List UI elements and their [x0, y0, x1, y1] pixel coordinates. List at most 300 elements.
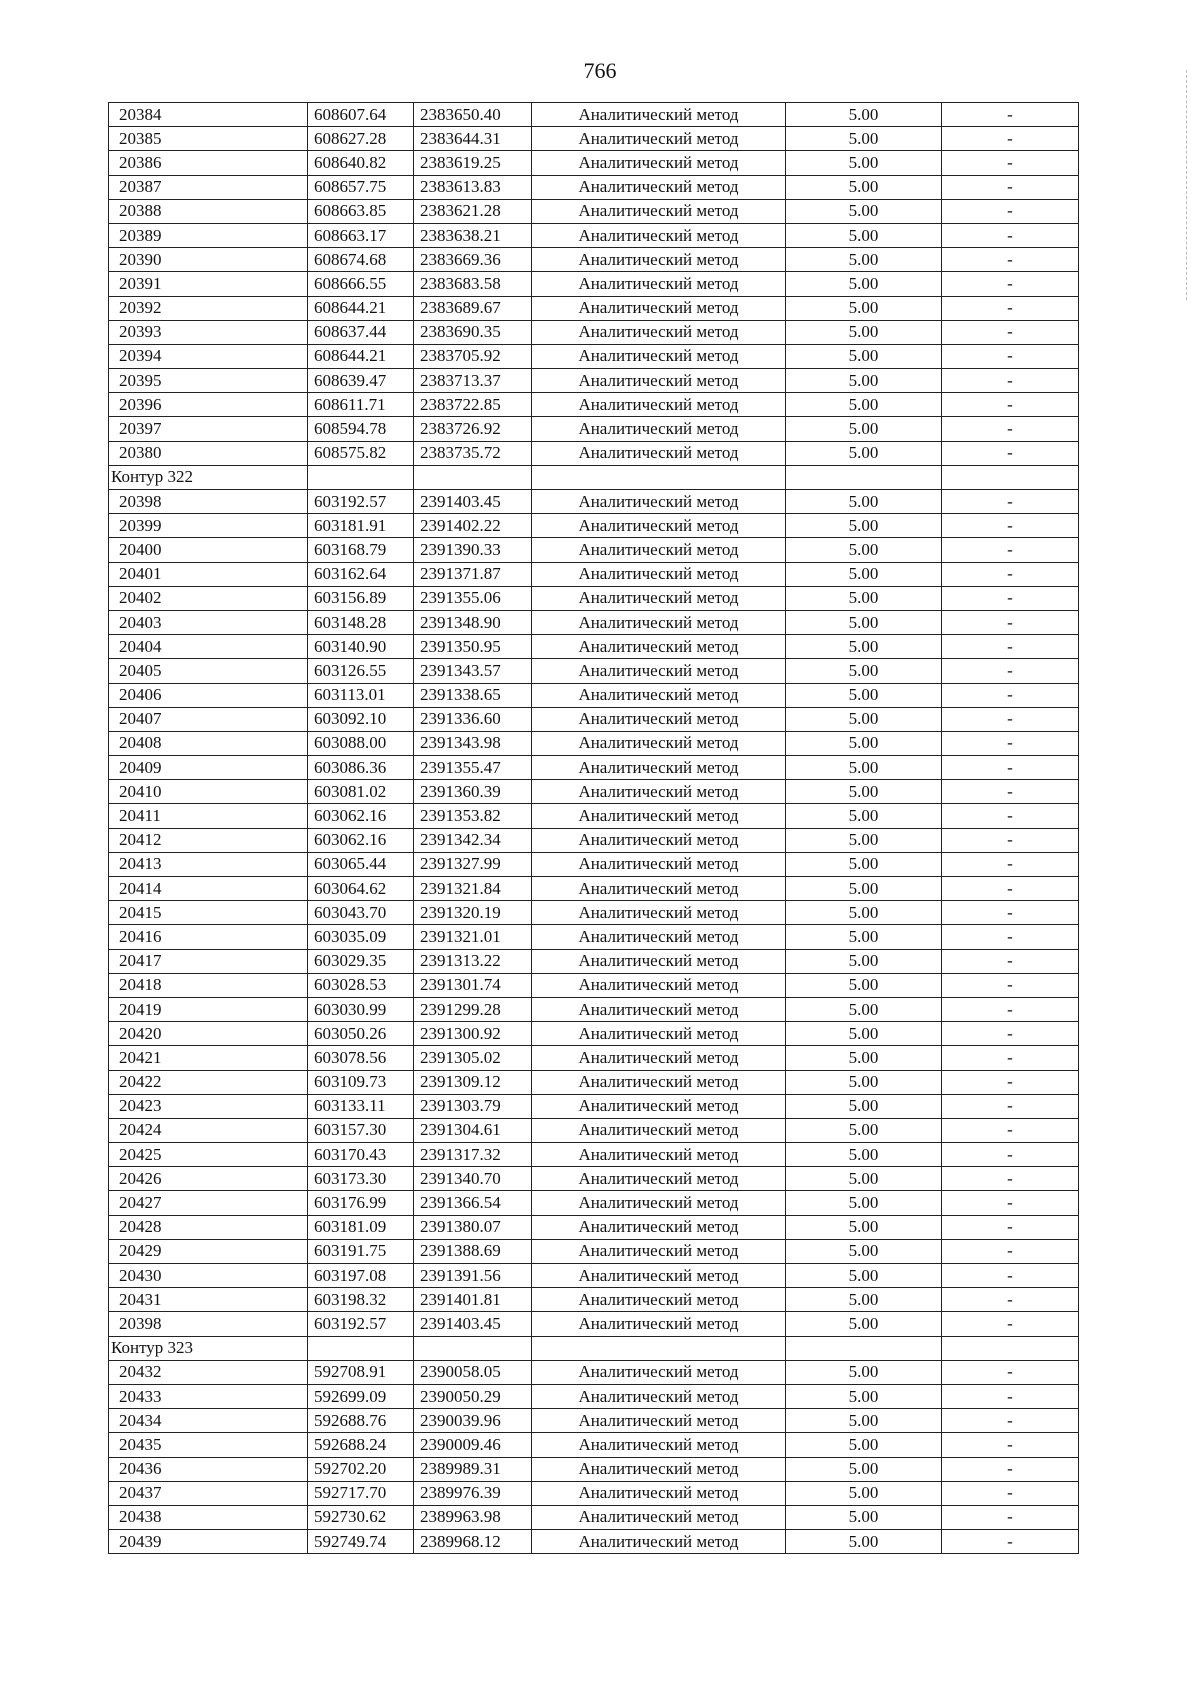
- point-id-cell: 20400: [109, 538, 308, 562]
- x-coordinate-cell: 603197.08: [308, 1264, 414, 1288]
- point-id-cell: 20437: [109, 1481, 308, 1505]
- x-coordinate-cell: 603028.53: [308, 973, 414, 997]
- method-cell: Аналитический метод: [532, 1264, 786, 1288]
- y-coordinate-cell: 2391380.07: [414, 1215, 532, 1239]
- note-cell: -: [942, 127, 1079, 151]
- y-coordinate-cell: 2390058.05: [414, 1360, 532, 1384]
- method-cell: Аналитический метод: [532, 1457, 786, 1481]
- point-id-cell: 20420: [109, 1022, 308, 1046]
- method-cell: Аналитический метод: [532, 1046, 786, 1070]
- note-cell: -: [942, 514, 1079, 538]
- x-coordinate-cell: 603050.26: [308, 1022, 414, 1046]
- method-cell: Аналитический метод: [532, 1384, 786, 1408]
- table-row: [109, 1118, 1079, 1142]
- y-coordinate-cell: 2383683.58: [414, 272, 532, 296]
- method-cell: Аналитический метод: [532, 780, 786, 804]
- y-coordinate-cell: 2391366.54: [414, 1191, 532, 1215]
- point-id-cell: 20387: [109, 175, 308, 199]
- point-id-cell: 20416: [109, 925, 308, 949]
- y-coordinate-cell: 2391317.32: [414, 1143, 532, 1167]
- error-cell: 5.00: [786, 635, 942, 659]
- error-cell: 5.00: [786, 1094, 942, 1118]
- table-row: [109, 272, 1079, 296]
- note-cell: -: [942, 1457, 1079, 1481]
- point-id-cell: 20401: [109, 562, 308, 586]
- table-row: [109, 973, 1079, 997]
- table-row: [109, 393, 1079, 417]
- method-cell: Аналитический метод: [532, 925, 786, 949]
- method-cell: Аналитический метод: [532, 538, 786, 562]
- note-cell: -: [942, 877, 1079, 901]
- x-coordinate-cell: 603176.99: [308, 1191, 414, 1215]
- error-cell: 5.00: [786, 441, 942, 465]
- table-row: [109, 1215, 1079, 1239]
- method-cell: Аналитический метод: [532, 659, 786, 683]
- method-cell: Аналитический метод: [532, 417, 786, 441]
- x-coordinate-cell: 603181.91: [308, 514, 414, 538]
- point-id-cell: 20403: [109, 610, 308, 634]
- x-coordinate-cell: 603081.02: [308, 780, 414, 804]
- error-cell: 5.00: [786, 828, 942, 852]
- method-cell: Аналитический метод: [532, 175, 786, 199]
- method-cell: Аналитический метод: [532, 949, 786, 973]
- error-cell: 5.00: [786, 320, 942, 344]
- error-cell: 5.00: [786, 223, 942, 247]
- y-coordinate-cell: 2391340.70: [414, 1167, 532, 1191]
- method-cell: Аналитический метод: [532, 1022, 786, 1046]
- error-cell: 5.00: [786, 1433, 942, 1457]
- x-coordinate-cell: 603181.09: [308, 1215, 414, 1239]
- y-coordinate-cell: 2391371.87: [414, 562, 532, 586]
- table-row: [109, 490, 1079, 514]
- point-id-cell: 20432: [109, 1360, 308, 1384]
- x-coordinate-cell: 603065.44: [308, 852, 414, 876]
- error-cell: 5.00: [786, 949, 942, 973]
- error-cell: 5.00: [786, 1046, 942, 1070]
- point-id-cell: 20426: [109, 1167, 308, 1191]
- error-cell: 5.00: [786, 344, 942, 368]
- note-cell: -: [942, 1384, 1079, 1408]
- table-row: [109, 441, 1079, 465]
- table-row: [109, 1457, 1079, 1481]
- y-coordinate-cell: 2383650.40: [414, 103, 532, 127]
- x-coordinate-cell: 603062.16: [308, 828, 414, 852]
- y-coordinate-cell: 2391390.33: [414, 538, 532, 562]
- table-row: [109, 925, 1079, 949]
- x-coordinate-cell: 608640.82: [308, 151, 414, 175]
- error-cell: 5.00: [786, 997, 942, 1021]
- note-cell: -: [942, 756, 1079, 780]
- table-row: [109, 901, 1079, 925]
- method-cell: Аналитический метод: [532, 514, 786, 538]
- point-id-cell: 20406: [109, 683, 308, 707]
- y-coordinate-cell: 2383705.92: [414, 344, 532, 368]
- y-coordinate-cell: 2383735.72: [414, 441, 532, 465]
- table-row: [109, 949, 1079, 973]
- x-coordinate-cell: 603198.32: [308, 1288, 414, 1312]
- method-cell: Аналитический метод: [532, 1505, 786, 1529]
- table-row: [109, 175, 1079, 199]
- point-id-cell: 20423: [109, 1094, 308, 1118]
- point-id-cell: 20411: [109, 804, 308, 828]
- method-cell: Аналитический метод: [532, 707, 786, 731]
- y-coordinate-cell: 2391388.69: [414, 1239, 532, 1263]
- y-coordinate-cell: 2391301.74: [414, 973, 532, 997]
- note-cell: -: [942, 1167, 1079, 1191]
- error-cell: 5.00: [786, 296, 942, 320]
- table-row: [109, 369, 1079, 393]
- table-row: [109, 199, 1079, 223]
- note-cell: -: [942, 1530, 1079, 1554]
- table-row: [109, 997, 1079, 1021]
- point-id-cell: 20391: [109, 272, 308, 296]
- y-coordinate-cell: 2391350.95: [414, 635, 532, 659]
- empty-cell: [308, 1336, 414, 1360]
- empty-cell: [786, 1336, 942, 1360]
- x-coordinate-cell: 603035.09: [308, 925, 414, 949]
- point-id-cell: 20436: [109, 1457, 308, 1481]
- note-cell: -: [942, 1215, 1079, 1239]
- note-cell: -: [942, 1118, 1079, 1142]
- method-cell: Аналитический метод: [532, 635, 786, 659]
- error-cell: 5.00: [786, 610, 942, 634]
- error-cell: 5.00: [786, 1143, 942, 1167]
- error-cell: 5.00: [786, 731, 942, 755]
- note-cell: -: [942, 586, 1079, 610]
- y-coordinate-cell: 2383713.37: [414, 369, 532, 393]
- method-cell: Аналитический метод: [532, 199, 786, 223]
- point-id-cell: 20380: [109, 441, 308, 465]
- method-cell: Аналитический метод: [532, 901, 786, 925]
- empty-cell: [532, 465, 786, 489]
- y-coordinate-cell: 2391303.79: [414, 1094, 532, 1118]
- x-coordinate-cell: 592730.62: [308, 1505, 414, 1529]
- note-cell: -: [942, 1433, 1079, 1457]
- x-coordinate-cell: 603062.16: [308, 804, 414, 828]
- y-coordinate-cell: 2389976.39: [414, 1481, 532, 1505]
- table-row: [109, 417, 1079, 441]
- y-coordinate-cell: 2391304.61: [414, 1118, 532, 1142]
- y-coordinate-cell: 2390050.29: [414, 1384, 532, 1408]
- point-id-cell: 20429: [109, 1239, 308, 1263]
- note-cell: -: [942, 852, 1079, 876]
- note-cell: -: [942, 1481, 1079, 1505]
- x-coordinate-cell: 608657.75: [308, 175, 414, 199]
- contour-header-row: [109, 465, 1079, 489]
- table-row: [109, 296, 1079, 320]
- method-cell: Аналитический метод: [532, 1239, 786, 1263]
- table-row: [109, 1022, 1079, 1046]
- point-id-cell: 20384: [109, 103, 308, 127]
- x-coordinate-cell: 603162.64: [308, 562, 414, 586]
- point-id-cell: 20386: [109, 151, 308, 175]
- y-coordinate-cell: 2391353.82: [414, 804, 532, 828]
- error-cell: 5.00: [786, 490, 942, 514]
- x-coordinate-cell: 603191.75: [308, 1239, 414, 1263]
- note-cell: -: [942, 925, 1079, 949]
- note-cell: -: [942, 828, 1079, 852]
- table-row: [109, 852, 1079, 876]
- table-row: [109, 586, 1079, 610]
- note-cell: -: [942, 1360, 1079, 1384]
- empty-cell: [308, 465, 414, 489]
- y-coordinate-cell: 2390009.46: [414, 1433, 532, 1457]
- table-row: [109, 1481, 1079, 1505]
- y-coordinate-cell: 2391355.47: [414, 756, 532, 780]
- error-cell: 5.00: [786, 780, 942, 804]
- note-cell: -: [942, 272, 1079, 296]
- y-coordinate-cell: 2391336.60: [414, 707, 532, 731]
- table-row: [109, 151, 1079, 175]
- x-coordinate-cell: 592708.91: [308, 1360, 414, 1384]
- y-coordinate-cell: 2391338.65: [414, 683, 532, 707]
- point-id-cell: 20404: [109, 635, 308, 659]
- x-coordinate-cell: 603043.70: [308, 901, 414, 925]
- point-id-cell: 20434: [109, 1409, 308, 1433]
- y-coordinate-cell: 2391401.81: [414, 1288, 532, 1312]
- table-row: [109, 127, 1079, 151]
- y-coordinate-cell: 2391348.90: [414, 610, 532, 634]
- y-coordinate-cell: 2391300.92: [414, 1022, 532, 1046]
- y-coordinate-cell: 2391320.19: [414, 901, 532, 925]
- error-cell: 5.00: [786, 1215, 942, 1239]
- y-coordinate-cell: 2391321.84: [414, 877, 532, 901]
- note-cell: -: [942, 804, 1079, 828]
- note-cell: -: [942, 1409, 1079, 1433]
- note-cell: -: [942, 659, 1079, 683]
- y-coordinate-cell: 2391313.22: [414, 949, 532, 973]
- table-row: [109, 1433, 1079, 1457]
- x-coordinate-cell: 603078.56: [308, 1046, 414, 1070]
- method-cell: Аналитический метод: [532, 344, 786, 368]
- method-cell: Аналитический метод: [532, 1360, 786, 1384]
- y-coordinate-cell: 2389968.12: [414, 1530, 532, 1554]
- x-coordinate-cell: 603092.10: [308, 707, 414, 731]
- note-cell: -: [942, 199, 1079, 223]
- note-cell: -: [942, 320, 1079, 344]
- y-coordinate-cell: 2391403.45: [414, 1312, 532, 1336]
- table-row: [109, 1167, 1079, 1191]
- x-coordinate-cell: 603140.90: [308, 635, 414, 659]
- point-id-cell: 20388: [109, 199, 308, 223]
- x-coordinate-cell: 608644.21: [308, 344, 414, 368]
- table-row: [109, 828, 1079, 852]
- method-cell: Аналитический метод: [532, 1191, 786, 1215]
- table-row: [109, 610, 1079, 634]
- error-cell: 5.00: [786, 393, 942, 417]
- contour-label: Контур 322: [109, 465, 308, 489]
- note-cell: -: [942, 417, 1079, 441]
- note-cell: -: [942, 393, 1079, 417]
- x-coordinate-cell: 608575.82: [308, 441, 414, 465]
- x-coordinate-cell: 608663.17: [308, 223, 414, 247]
- x-coordinate-cell: 608611.71: [308, 393, 414, 417]
- y-coordinate-cell: 2391342.34: [414, 828, 532, 852]
- y-coordinate-cell: 2383689.67: [414, 296, 532, 320]
- table-body: [109, 103, 1079, 1554]
- point-id-cell: 20431: [109, 1288, 308, 1312]
- x-coordinate-cell: 592688.76: [308, 1409, 414, 1433]
- error-cell: 5.00: [786, 127, 942, 151]
- error-cell: 5.00: [786, 1288, 942, 1312]
- error-cell: 5.00: [786, 804, 942, 828]
- point-id-cell: 20421: [109, 1046, 308, 1070]
- table-row: [109, 1505, 1079, 1529]
- note-cell: -: [942, 1191, 1079, 1215]
- point-id-cell: 20394: [109, 344, 308, 368]
- method-cell: Аналитический метод: [532, 1288, 786, 1312]
- note-cell: -: [942, 1312, 1079, 1336]
- point-id-cell: 20385: [109, 127, 308, 151]
- y-coordinate-cell: 2383669.36: [414, 248, 532, 272]
- y-coordinate-cell: 2383619.25: [414, 151, 532, 175]
- table-row: [109, 877, 1079, 901]
- point-id-cell: 20433: [109, 1384, 308, 1408]
- table-row: [109, 780, 1079, 804]
- point-id-cell: 20424: [109, 1118, 308, 1142]
- error-cell: 5.00: [786, 1264, 942, 1288]
- x-coordinate-cell: 603156.89: [308, 586, 414, 610]
- method-cell: Аналитический метод: [532, 828, 786, 852]
- method-cell: Аналитический метод: [532, 248, 786, 272]
- y-coordinate-cell: 2389963.98: [414, 1505, 532, 1529]
- note-cell: -: [942, 1070, 1079, 1094]
- method-cell: Аналитический метод: [532, 1409, 786, 1433]
- x-coordinate-cell: 608644.21: [308, 296, 414, 320]
- table-row: [109, 1070, 1079, 1094]
- x-coordinate-cell: 603030.99: [308, 997, 414, 1021]
- note-cell: -: [942, 1288, 1079, 1312]
- point-id-cell: 20402: [109, 586, 308, 610]
- table-row: [109, 1288, 1079, 1312]
- y-coordinate-cell: 2383613.83: [414, 175, 532, 199]
- y-coordinate-cell: 2391360.39: [414, 780, 532, 804]
- error-cell: 5.00: [786, 1312, 942, 1336]
- coordinates-table: [108, 102, 1079, 1554]
- error-cell: 5.00: [786, 1530, 942, 1554]
- coordinates-table-wrapper: [108, 102, 1078, 1554]
- method-cell: Аналитический метод: [532, 1215, 786, 1239]
- error-cell: 5.00: [786, 199, 942, 223]
- error-cell: 5.00: [786, 925, 942, 949]
- note-cell: -: [942, 1022, 1079, 1046]
- x-coordinate-cell: 608666.55: [308, 272, 414, 296]
- y-coordinate-cell: 2383644.31: [414, 127, 532, 151]
- x-coordinate-cell: 603126.55: [308, 659, 414, 683]
- table-row: [109, 731, 1079, 755]
- point-id-cell: 20425: [109, 1143, 308, 1167]
- table-row: [109, 320, 1079, 344]
- y-coordinate-cell: 2391321.01: [414, 925, 532, 949]
- point-id-cell: 20413: [109, 852, 308, 876]
- method-cell: Аналитический метод: [532, 1118, 786, 1142]
- x-coordinate-cell: 608594.78: [308, 417, 414, 441]
- x-coordinate-cell: 603157.30: [308, 1118, 414, 1142]
- point-id-cell: 20438: [109, 1505, 308, 1529]
- error-cell: 5.00: [786, 586, 942, 610]
- method-cell: Аналитический метод: [532, 490, 786, 514]
- note-cell: -: [942, 1264, 1079, 1288]
- method-cell: Аналитический метод: [532, 127, 786, 151]
- point-id-cell: 20428: [109, 1215, 308, 1239]
- error-cell: 5.00: [786, 103, 942, 127]
- point-id-cell: 20399: [109, 514, 308, 538]
- error-cell: 5.00: [786, 248, 942, 272]
- x-coordinate-cell: 603064.62: [308, 877, 414, 901]
- error-cell: 5.00: [786, 272, 942, 296]
- table-row: [109, 804, 1079, 828]
- note-cell: -: [942, 683, 1079, 707]
- y-coordinate-cell: 2391343.57: [414, 659, 532, 683]
- x-coordinate-cell: 603192.57: [308, 1312, 414, 1336]
- empty-cell: [532, 1336, 786, 1360]
- y-coordinate-cell: 2383690.35: [414, 320, 532, 344]
- table-row: [109, 562, 1079, 586]
- error-cell: 5.00: [786, 1360, 942, 1384]
- contour-header-row: [109, 1336, 1079, 1360]
- method-cell: Аналитический метод: [532, 997, 786, 1021]
- error-cell: 5.00: [786, 901, 942, 925]
- error-cell: 5.00: [786, 877, 942, 901]
- error-cell: 5.00: [786, 1505, 942, 1529]
- method-cell: Аналитический метод: [532, 272, 786, 296]
- table-row: [109, 1264, 1079, 1288]
- empty-cell: [942, 465, 1079, 489]
- error-cell: 5.00: [786, 659, 942, 683]
- note-cell: -: [942, 635, 1079, 659]
- method-cell: Аналитический метод: [532, 1167, 786, 1191]
- method-cell: Аналитический метод: [532, 1070, 786, 1094]
- point-id-cell: 20390: [109, 248, 308, 272]
- note-cell: -: [942, 780, 1079, 804]
- x-coordinate-cell: 608607.64: [308, 103, 414, 127]
- error-cell: 5.00: [786, 1239, 942, 1263]
- note-cell: -: [942, 707, 1079, 731]
- method-cell: Аналитический метод: [532, 877, 786, 901]
- note-cell: -: [942, 103, 1079, 127]
- x-coordinate-cell: 608663.85: [308, 199, 414, 223]
- x-coordinate-cell: 603109.73: [308, 1070, 414, 1094]
- method-cell: Аналитический метод: [532, 804, 786, 828]
- error-cell: 5.00: [786, 1481, 942, 1505]
- y-coordinate-cell: 2383722.85: [414, 393, 532, 417]
- x-coordinate-cell: 603088.00: [308, 731, 414, 755]
- method-cell: Аналитический метод: [532, 973, 786, 997]
- x-coordinate-cell: 608674.68: [308, 248, 414, 272]
- point-id-cell: 20415: [109, 901, 308, 925]
- note-cell: -: [942, 562, 1079, 586]
- point-id-cell: 20395: [109, 369, 308, 393]
- x-coordinate-cell: 603113.01: [308, 683, 414, 707]
- point-id-cell: 20393: [109, 320, 308, 344]
- table-row: [109, 756, 1079, 780]
- note-cell: -: [942, 538, 1079, 562]
- table-row: [109, 1384, 1079, 1408]
- table-row: [109, 1046, 1079, 1070]
- table-row: [109, 1409, 1079, 1433]
- point-id-cell: 20407: [109, 707, 308, 731]
- table-row: [109, 223, 1079, 247]
- x-coordinate-cell: 603133.11: [308, 1094, 414, 1118]
- note-cell: -: [942, 1239, 1079, 1263]
- method-cell: Аналитический метод: [532, 1433, 786, 1457]
- point-id-cell: 20412: [109, 828, 308, 852]
- point-id-cell: 20414: [109, 877, 308, 901]
- y-coordinate-cell: 2391309.12: [414, 1070, 532, 1094]
- point-id-cell: 20408: [109, 731, 308, 755]
- y-coordinate-cell: 2389989.31: [414, 1457, 532, 1481]
- error-cell: 5.00: [786, 707, 942, 731]
